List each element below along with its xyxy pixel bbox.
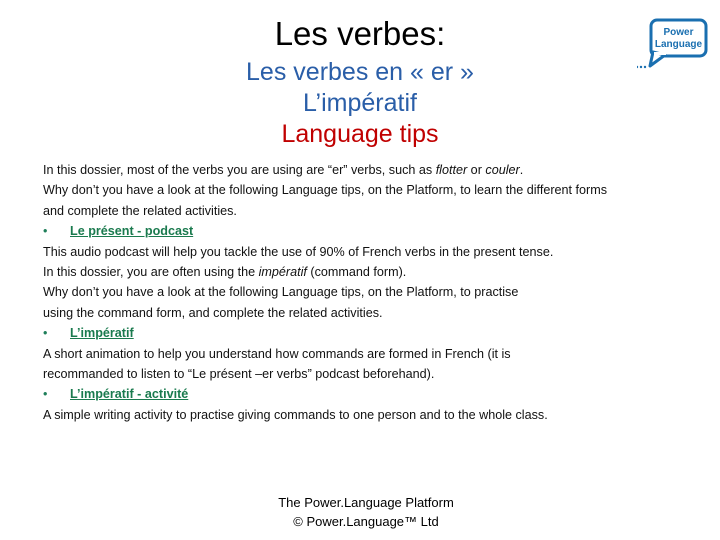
speech-bubble-logo-icon — [637, 18, 709, 70]
bullet-item-present-podcast — [43, 221, 703, 241]
paragraph-line: A short animation to help you understand how commands are formed in French (it is — [43, 346, 511, 361]
paragraph-line: A simple writing activity to practise giving commands to one person and to the whole class. — [43, 407, 548, 422]
link-imperatif-activite[interactable]: L’impératif - activité — [70, 387, 189, 402]
paragraph-line: This audio podcast will help you tackle the use of 90% of French verbs in the present tense. — [43, 244, 554, 259]
bullet-item-imperatif-activite — [43, 384, 703, 404]
paragraph-line: recommanded to listen to “Le présent –er verbs” podcast beforehand). — [43, 367, 435, 382]
power-language-logo — [637, 18, 709, 70]
paragraph-line: In this dossier, you are often using the impératif (command form). — [43, 265, 407, 280]
bullet-icon: • — [43, 387, 48, 402]
body-text — [43, 160, 703, 425]
page-title-block — [0, 14, 720, 150]
page-subtitle-imperatif: L’impératif — [303, 89, 417, 117]
paragraph-line: Why don’t you have a look at the following Language tips, on the Platform, to learn the different forms — [43, 183, 608, 198]
link-imperatif[interactable]: L’impératif — [70, 326, 134, 341]
footer-platform: The Power.Language Platform — [278, 495, 454, 510]
bullet-icon: • — [43, 326, 48, 341]
footer-copyright: © Power.Language™ Ltd — [293, 514, 439, 529]
paragraph-line: using the command form, and complete the related activities. — [43, 305, 383, 320]
paragraph-line: In this dossier, most of the verbs you are using are “er” verbs, such as flotter or couler. — [43, 163, 524, 177]
logo-text-language: Language — [654, 39, 703, 50]
paragraph-line: Why don’t you have a look at the following Language tips, on the Platform, to practise — [43, 285, 519, 300]
bullet-icon: • — [43, 224, 48, 239]
link-present-podcast[interactable]: Le présent - podcast — [70, 224, 194, 239]
logo-text-power: Power — [663, 27, 694, 38]
bullet-item-imperatif — [43, 323, 703, 343]
page-subtitle: Les verbes en « er » — [246, 58, 474, 86]
page-title: Les verbes: — [274, 15, 446, 52]
paragraph-line: and complete the related activities. — [43, 203, 237, 218]
footer — [0, 493, 720, 531]
page-subtitle-language-tips: Language tips — [281, 120, 439, 148]
